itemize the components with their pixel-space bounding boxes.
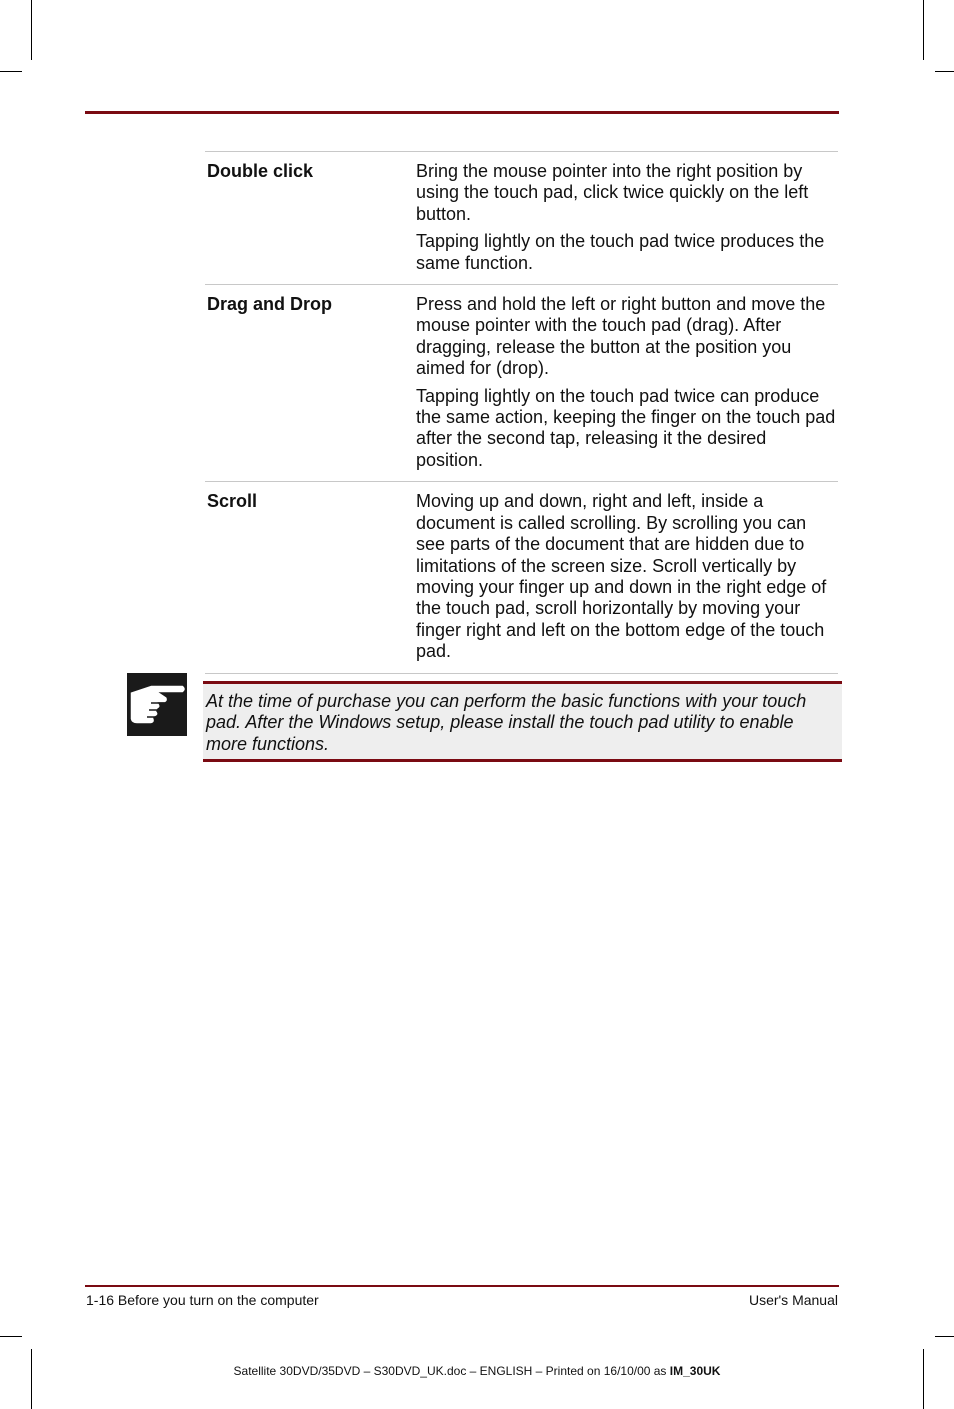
term-label: Scroll <box>207 491 258 512</box>
crop-mark <box>31 1349 32 1409</box>
table-row <box>205 284 838 481</box>
description-paragraph: Moving up and down, right and left, inside a document is called scrolling. By scrolling you can see parts of the document that are hidden due to limitations of the screen size. Scroll vertically by moving your finger up and down in the right edge of the touch pad, scroll horizontally by moving your finger right and left on the bottom edge of the touch pad. <box>416 491 827 662</box>
header-rule <box>85 111 839 114</box>
table-row <box>205 151 838 284</box>
crop-mark <box>935 71 954 72</box>
crop-mark <box>0 71 22 72</box>
table-row <box>205 481 838 673</box>
term-description <box>416 294 838 471</box>
term-description <box>416 491 838 662</box>
term-label: Double click <box>207 161 314 181</box>
description-paragraph: Bring the mouse pointer into the right position by using the touch pad, click twice quickly on the left button. <box>416 161 809 224</box>
term-description <box>416 161 838 274</box>
crop-mark <box>31 0 32 60</box>
crop-mark <box>935 1336 954 1337</box>
crop-mark <box>0 1336 22 1337</box>
pointing-hand-icon <box>127 673 187 736</box>
note-text: At the time of purchase you can perform the basic functions with your touch pad. After the Windows setup, please install the touch pad utility to enable more functions. <box>206 691 807 754</box>
description-paragraph: Tapping lightly on the touch pad twice produces the same function. <box>416 231 825 273</box>
description-paragraph: Press and hold the left or right button and move the mouse pointer with the touch pad (drag). After dragging, release the button at the position you aimed for (drop). <box>416 294 826 379</box>
term-label: Drag and Drop <box>207 294 333 315</box>
print-info-text: Satellite 30DVD/35DVD – S30DVD_UK.doc – ENGLISH – Printed on 16/10/00 as <box>233 1364 670 1378</box>
definition-table <box>205 151 838 674</box>
note-box <box>203 681 842 762</box>
crop-mark <box>923 1349 924 1409</box>
description-paragraph: Tapping lightly on the touch pad twice can produce the same action, keeping the finger on the touch pad after the second tap, releasing it the desired position. <box>416 385 836 470</box>
crop-mark <box>923 0 924 60</box>
print-info <box>0 1364 954 1378</box>
footer-page-label: 1-16 Before you turn on the computer <box>86 1292 319 1308</box>
print-info-code: IM_30UK <box>669 1364 721 1378</box>
footer-rule <box>85 1285 839 1287</box>
footer-manual-label: User's Manual <box>748 1292 838 1308</box>
